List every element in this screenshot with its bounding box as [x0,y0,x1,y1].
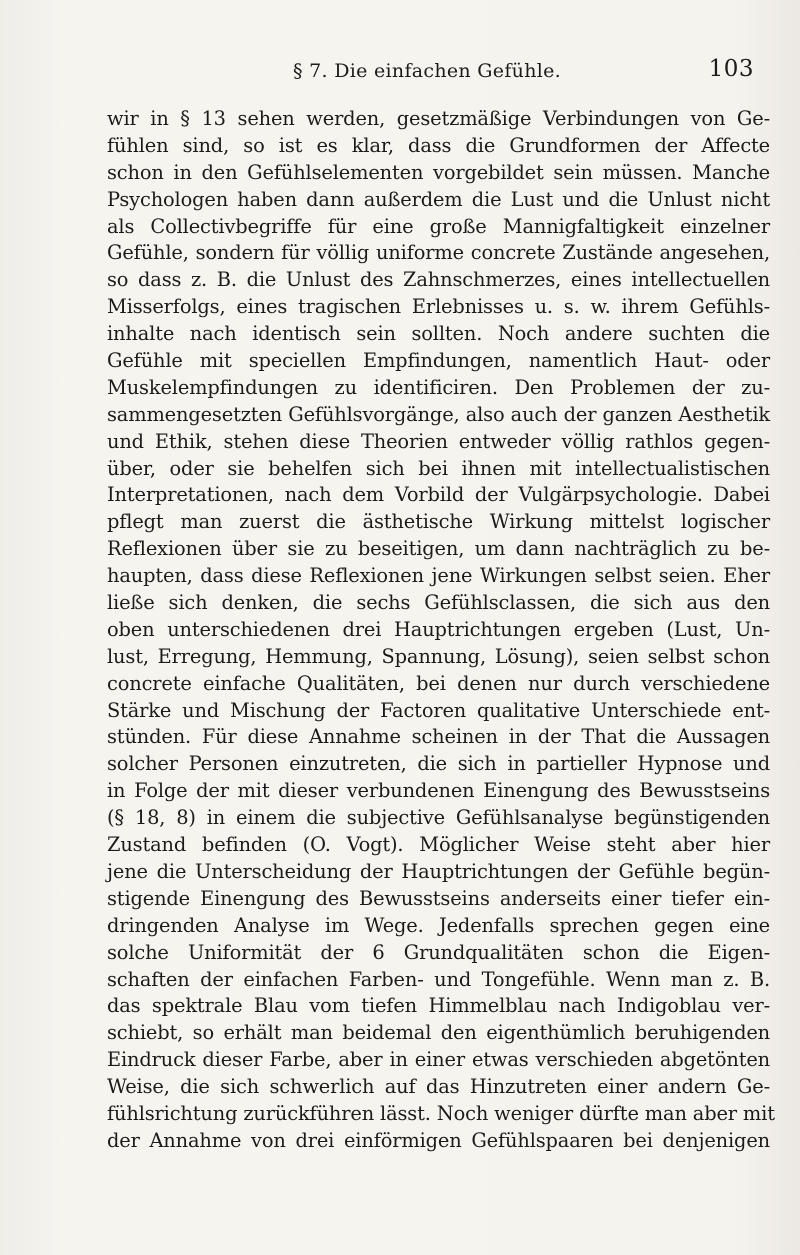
text-line: ließe sich denken, die sechs Gefühlsclassen, die sich aus den [107,591,770,615]
text-line: solche Uniformität der 6 Grundqualitäten schon die Eigen- [107,940,770,964]
body-text [107,106,775,1155]
text-line: pflegt man zuerst die ästhetische Wirkung mittelst logischer [107,510,770,534]
text-line: der Annahme von drei einförmigen Gefühlspaaren bei denjenigen [107,1128,770,1152]
text-line: als Collectivbegriffe für eine große Mannigfaltigkeit einzelner [107,214,770,238]
text-line: und Ethik, stehen diese Theorien entweder völlig rathlos gegen- [107,429,770,453]
text-line: Muskelempfindungen zu identificiren. Den Problemen der zu- [107,375,770,399]
page-header [100,54,754,94]
running-head: § 7. Die einfachen Gefühle. [292,60,561,82]
text-line: schiebt, so erhält man beidemal den eigenthümlich beruhigenden [107,1021,770,1045]
text-line: Zustand befinden (O. Vogt). Möglicher Weise steht aber hier [107,833,770,857]
text-line: fühlsrichtung zurückführen lässt. Noch weniger dürfte man aber mit [107,1101,775,1125]
text-line: inhalte nach identisch sein sollten. Noch andere suchten die [107,322,770,346]
text-line: Reflexionen über sie zu beseitigen, um dann nachträglich zu be- [107,537,770,561]
text-line: so dass z. B. die Unlust des Zahnschmerzes, eines intellectuellen [107,268,770,292]
text-line: schaften der einfachen Farben- und Tongefühle. Wenn man z. B. [107,967,770,991]
text-line: oben unterschiedenen drei Hauptrichtungen ergeben (Lust, Un- [107,617,770,641]
text-line: Stärke und Mischung der Factoren qualitative Unterschiede ent- [107,698,770,722]
text-line: solcher Personen einzutreten, die sich in partieller Hypnose und [107,752,770,776]
text-line: Interpretationen, nach dem Vorbild der Vulgärpsychologie. Dabei [107,483,770,507]
text-line: jene die Unterscheidung der Hauptrichtungen der Gefühle begün- [107,859,770,883]
text-line: concrete einfache Qualitäten, bei denen nur durch verschiedene [107,671,770,695]
text-line: haupten, dass diese Reflexionen jene Wirkungen selbst seien. Eher [107,564,770,588]
text-line: dringenden Analyse im Wege. Jedenfalls sprechen gegen eine [107,913,770,937]
text-line: stünden. Für diese Annahme scheinen in der That die Aussagen [107,725,770,749]
text-line: fühlen sind, so ist es klar, dass die Grundformen der Affecte [107,133,770,157]
text-line: Eindruck dieser Farbe, aber in einer etwas verschieden abgetönten [107,1048,770,1072]
text-line: Gefühle mit speciellen Empfindungen, namentlich Haut- oder [107,349,770,373]
text-line: wir in § 13 sehen werden, gesetzmäßige Verbindungen von Ge- [107,107,770,130]
text-line: Psychologen haben dann außerdem die Lust und die Unlust nicht [107,187,770,211]
text-line: lust, Erregung, Hemmung, Spannung, Lösung), seien selbst schon [107,644,770,668]
text-line: stigende Einengung des Bewusstseins anderseits einer tiefer ein- [107,886,770,910]
text-line: über, oder sie behelfen sich bei ihnen mit intellectualistischen [107,456,770,480]
text-line: sammengesetzten Gefühlsvorgänge, also auch der ganzen Aesthetik [107,402,770,426]
text-line: das spektrale Blau vom tiefen Himmelblau nach Indigoblau ver- [107,994,770,1018]
page-number: 103 [708,56,754,82]
text-line: schon in den Gefühlselementen vorgebildet sein müssen. Manche [107,160,770,184]
text-line: Weise, die sich schwerlich auf das Hinzutreten einer andern Ge- [107,1075,770,1099]
text-line: in Folge der mit dieser verbundenen Einengung des Bewusstseins [107,779,770,803]
text-line: Gefühle, sondern für völlig uniforme concrete Zustände angesehen, [107,241,770,265]
text-line: Misserfolgs, eines tragischen Erlebnisses u. s. w. ihrem Gefühls- [107,295,770,319]
text-line: (§ 18, 8) in einem die subjective Gefühlsanalyse begünstigenden [107,806,770,830]
